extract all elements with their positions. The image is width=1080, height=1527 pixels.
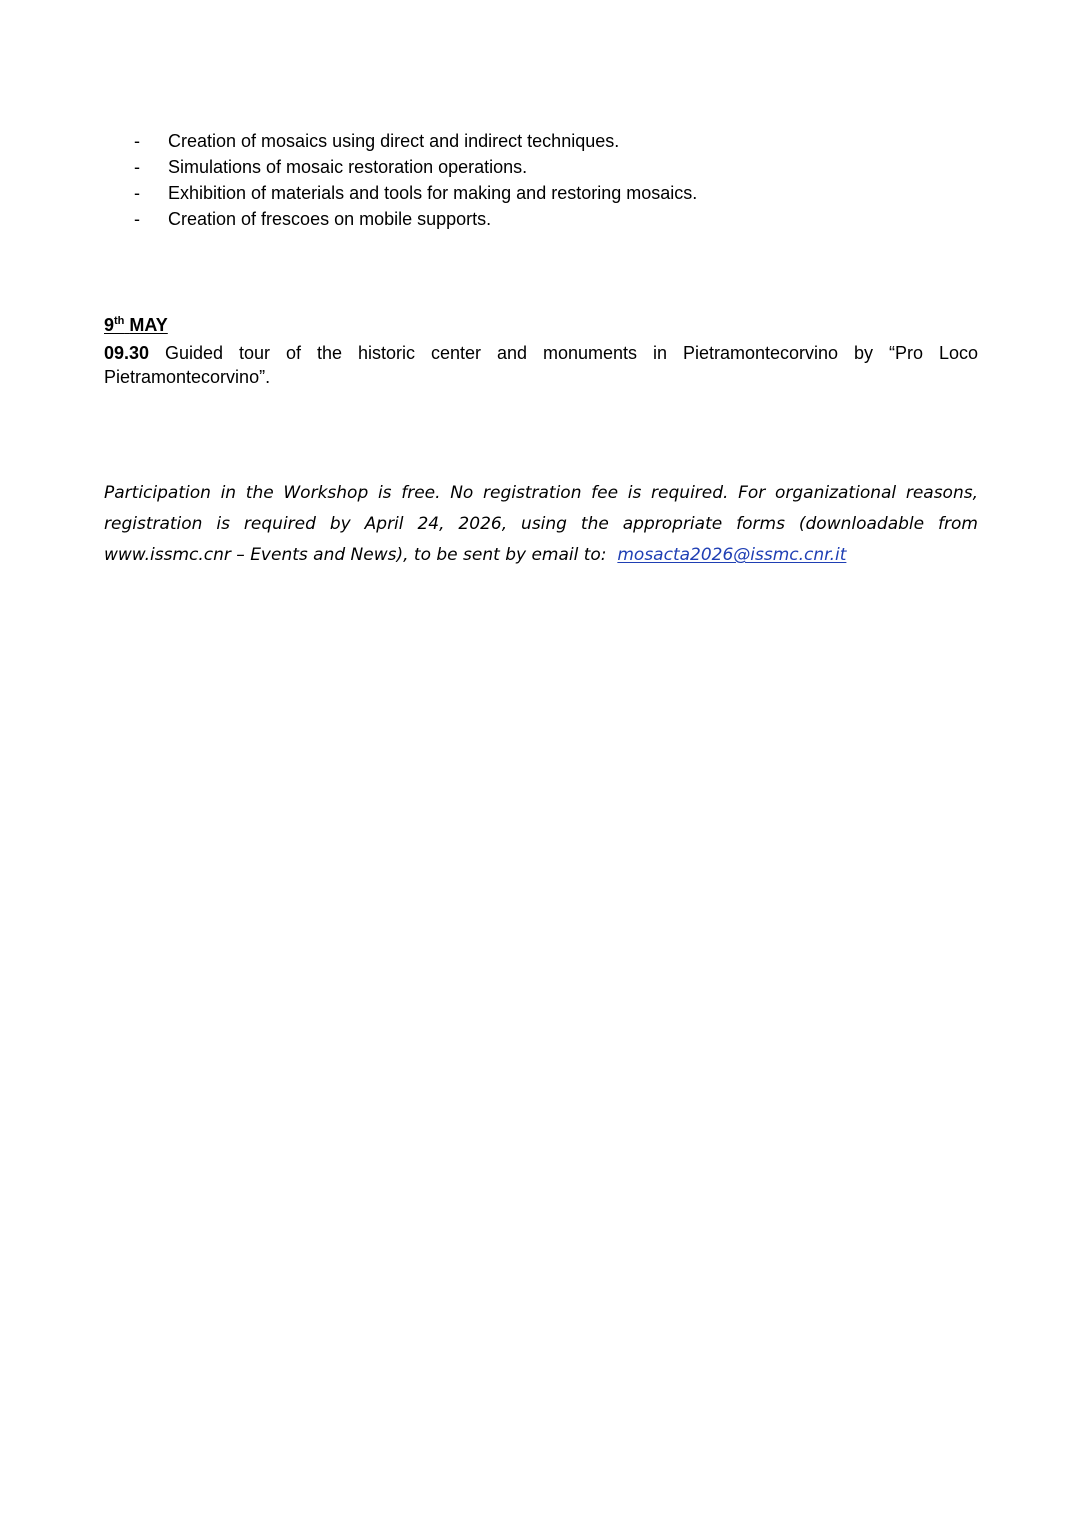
registration-text: Participation in the Workshop is free. No registration fee is required. For organizational reasons, registration is required by April 24, 2026, using the appropriate forms (downloadable from www.issmc.cnr – Events and News), to be sent by email to: bbox=[104, 483, 978, 565]
day-month: MAY bbox=[129, 315, 168, 335]
activity-text: Exhibition of materials and tools for making and restoring mosaics. bbox=[168, 183, 698, 203]
event-entry bbox=[104, 341, 978, 389]
activity-list bbox=[134, 128, 974, 232]
activity-text: Creation of frescoes on mobile supports. bbox=[168, 209, 492, 229]
bullet-marker: - bbox=[134, 131, 140, 151]
event-time: 09.30 bbox=[104, 343, 150, 363]
list-item bbox=[134, 154, 974, 180]
email-link[interactable]: mosacta2026@issmc.cnr.it bbox=[617, 545, 847, 565]
activity-text: Simulations of mosaic restoration operations. bbox=[168, 157, 528, 177]
list-item bbox=[134, 180, 974, 206]
list-item bbox=[134, 128, 974, 154]
day-heading bbox=[104, 313, 168, 337]
bullet-marker: - bbox=[134, 183, 140, 203]
event-description: Guided tour of the historic center and monuments in Pietramontecorvino by “Pro Loco Pietramontecorvino”. bbox=[104, 343, 978, 387]
bullet-marker: - bbox=[134, 157, 140, 177]
list-item bbox=[134, 206, 974, 232]
registration-note bbox=[104, 478, 978, 571]
activity-text: Creation of mosaics using direct and indirect techniques. bbox=[168, 131, 620, 151]
day-suffix: th bbox=[114, 315, 125, 327]
day-number: 9 bbox=[104, 315, 115, 335]
bullet-marker: - bbox=[134, 209, 140, 229]
